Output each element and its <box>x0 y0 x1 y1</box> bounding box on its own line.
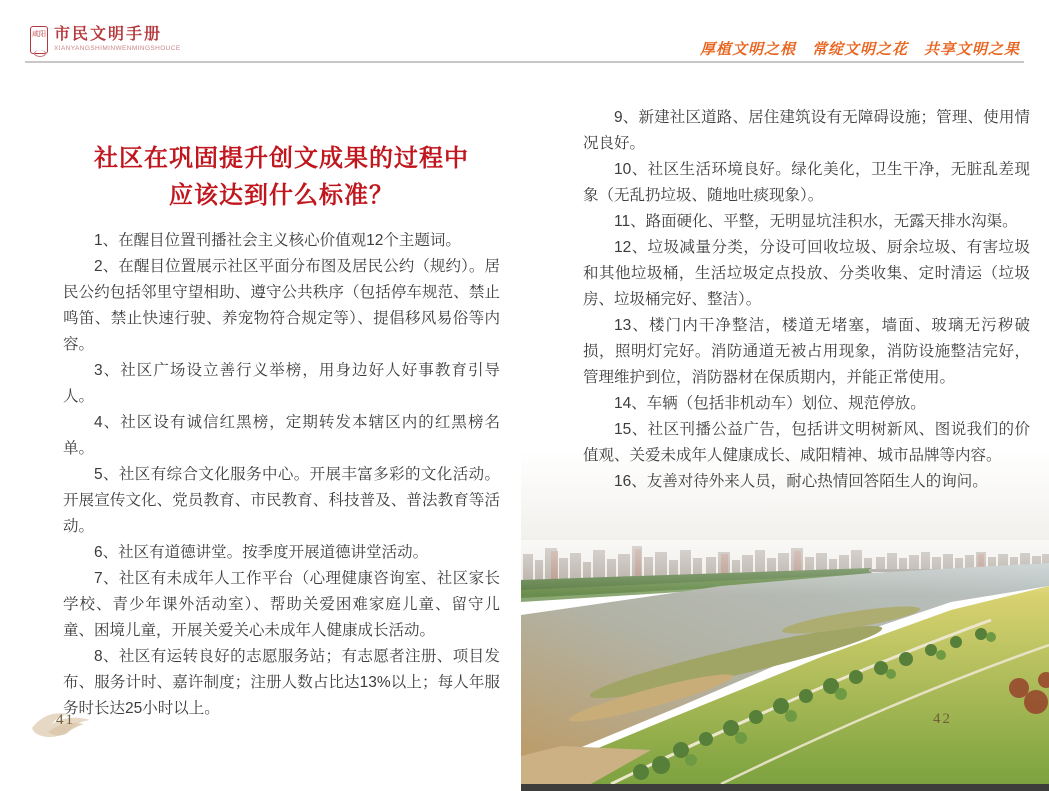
left-page-number: 41 <box>56 712 75 728</box>
handbook-logo <box>30 26 181 54</box>
paragraph: 4、社区设有诚信红黑榜，定期转发本辖区内的红黑榜名单。 <box>63 414 500 457</box>
paragraph: 14、车辆（包括非机动车）划位、规范停放。 <box>614 395 926 412</box>
paragraph: 9、新建社区道路、居住建筑设有无障碍设施；管理、使用情况良好。 <box>583 109 1030 152</box>
logo-subtitle: XIANYANGSHIMINWENMINGSHOUCE <box>54 45 181 52</box>
paragraph: 10、社区生活环境良好。绿化美化，卫生干净，无脏乱差现象（无乱扔垃圾、随地吐痰现象）。 <box>583 161 1030 204</box>
paragraph: 2、在醒目位置展示社区平面分布图及居民公约（规约）。居民公约包括邻里守望相助、遵守公共秩序（包括停车规范、禁止鸣笛、禁止快速行驶、养宠物符合规定等）、提倡移风易俗等内容。 <box>63 258 500 353</box>
logo-titles <box>54 26 181 53</box>
paragraph: 16、友善对待外来人员，耐心热情回答陌生人的询问。 <box>614 473 988 490</box>
paragraph: 6、社区有道德讲堂。按季度开展道德讲堂活动。 <box>94 544 429 561</box>
right-page-body <box>583 105 1030 495</box>
right-page-number: 42 <box>933 711 952 727</box>
logo-title: 市民文明手册 <box>54 26 163 43</box>
page-title-line1: 社区在巩固提升创文成果的过程中 <box>94 145 469 172</box>
paragraph: 12、垃圾减量分类，分设可回收垃圾、厨余垃圾、有害垃圾和其他垃圾桶，生活垃圾定点投放、分类收集、定时清运（垃圾房、垃圾桶完好、整洁）。 <box>583 239 1030 308</box>
paragraph: 7、社区有未成年人工作平台（心理健康咨询室、社区家长学校、青少年课外活动室）、帮助关爱困难家庭儿童、留守儿童、困境儿童，开展关爱关心未成年人健康成长活动。 <box>63 570 500 639</box>
paragraph: 8、社区有运转良好的志愿服务站；有志愿者注册、项目发布、服务计时、嘉许制度；注册人数占比达13%以上；每人年服务时长达25小时以上。 <box>63 648 500 717</box>
header-divider <box>25 61 1024 63</box>
xianyang-seal-icon: 咸阳 <box>30 26 48 54</box>
page-title-line2: 应该达到什么标准？ <box>169 182 394 209</box>
page-title <box>63 140 500 214</box>
paragraph: 13、楼门内干净整洁，楼道无堵塞，墙面、玻璃无污秽破损，照明灯完好。消防通道无被占用现象，消防设施整洁完好，管理维护到位，消防器材在保质期内，并能正常使用。 <box>583 317 1030 386</box>
paragraph: 3、社区广场设立善行义举榜，用身边好人好事教育引导人。 <box>63 362 500 405</box>
river-city-photo <box>521 450 1049 791</box>
paragraph: 5、社区有综合文化服务中心。开展丰富多彩的文化活动。开展宣传文化、党员教育、市民教育、科技普及、普法教育等活动。 <box>63 466 500 535</box>
paragraph: 15、社区刊播公益广告，包括讲文明树新风、图说我们的价值观、关爱未成年人健康成长、咸阳精神、城市品牌等内容。 <box>583 421 1030 464</box>
left-page-body <box>63 228 500 722</box>
paragraph: 1、在醒目位置刊播社会主义核心价值观12个主题词。 <box>94 232 461 249</box>
paragraph: 11、路面硬化、平整，无明显坑洼积水，无露天排水沟渠。 <box>614 213 1018 230</box>
header-slogan: 厚植文明之根 常绽文明之花 共享文明之果 <box>699 42 1020 58</box>
